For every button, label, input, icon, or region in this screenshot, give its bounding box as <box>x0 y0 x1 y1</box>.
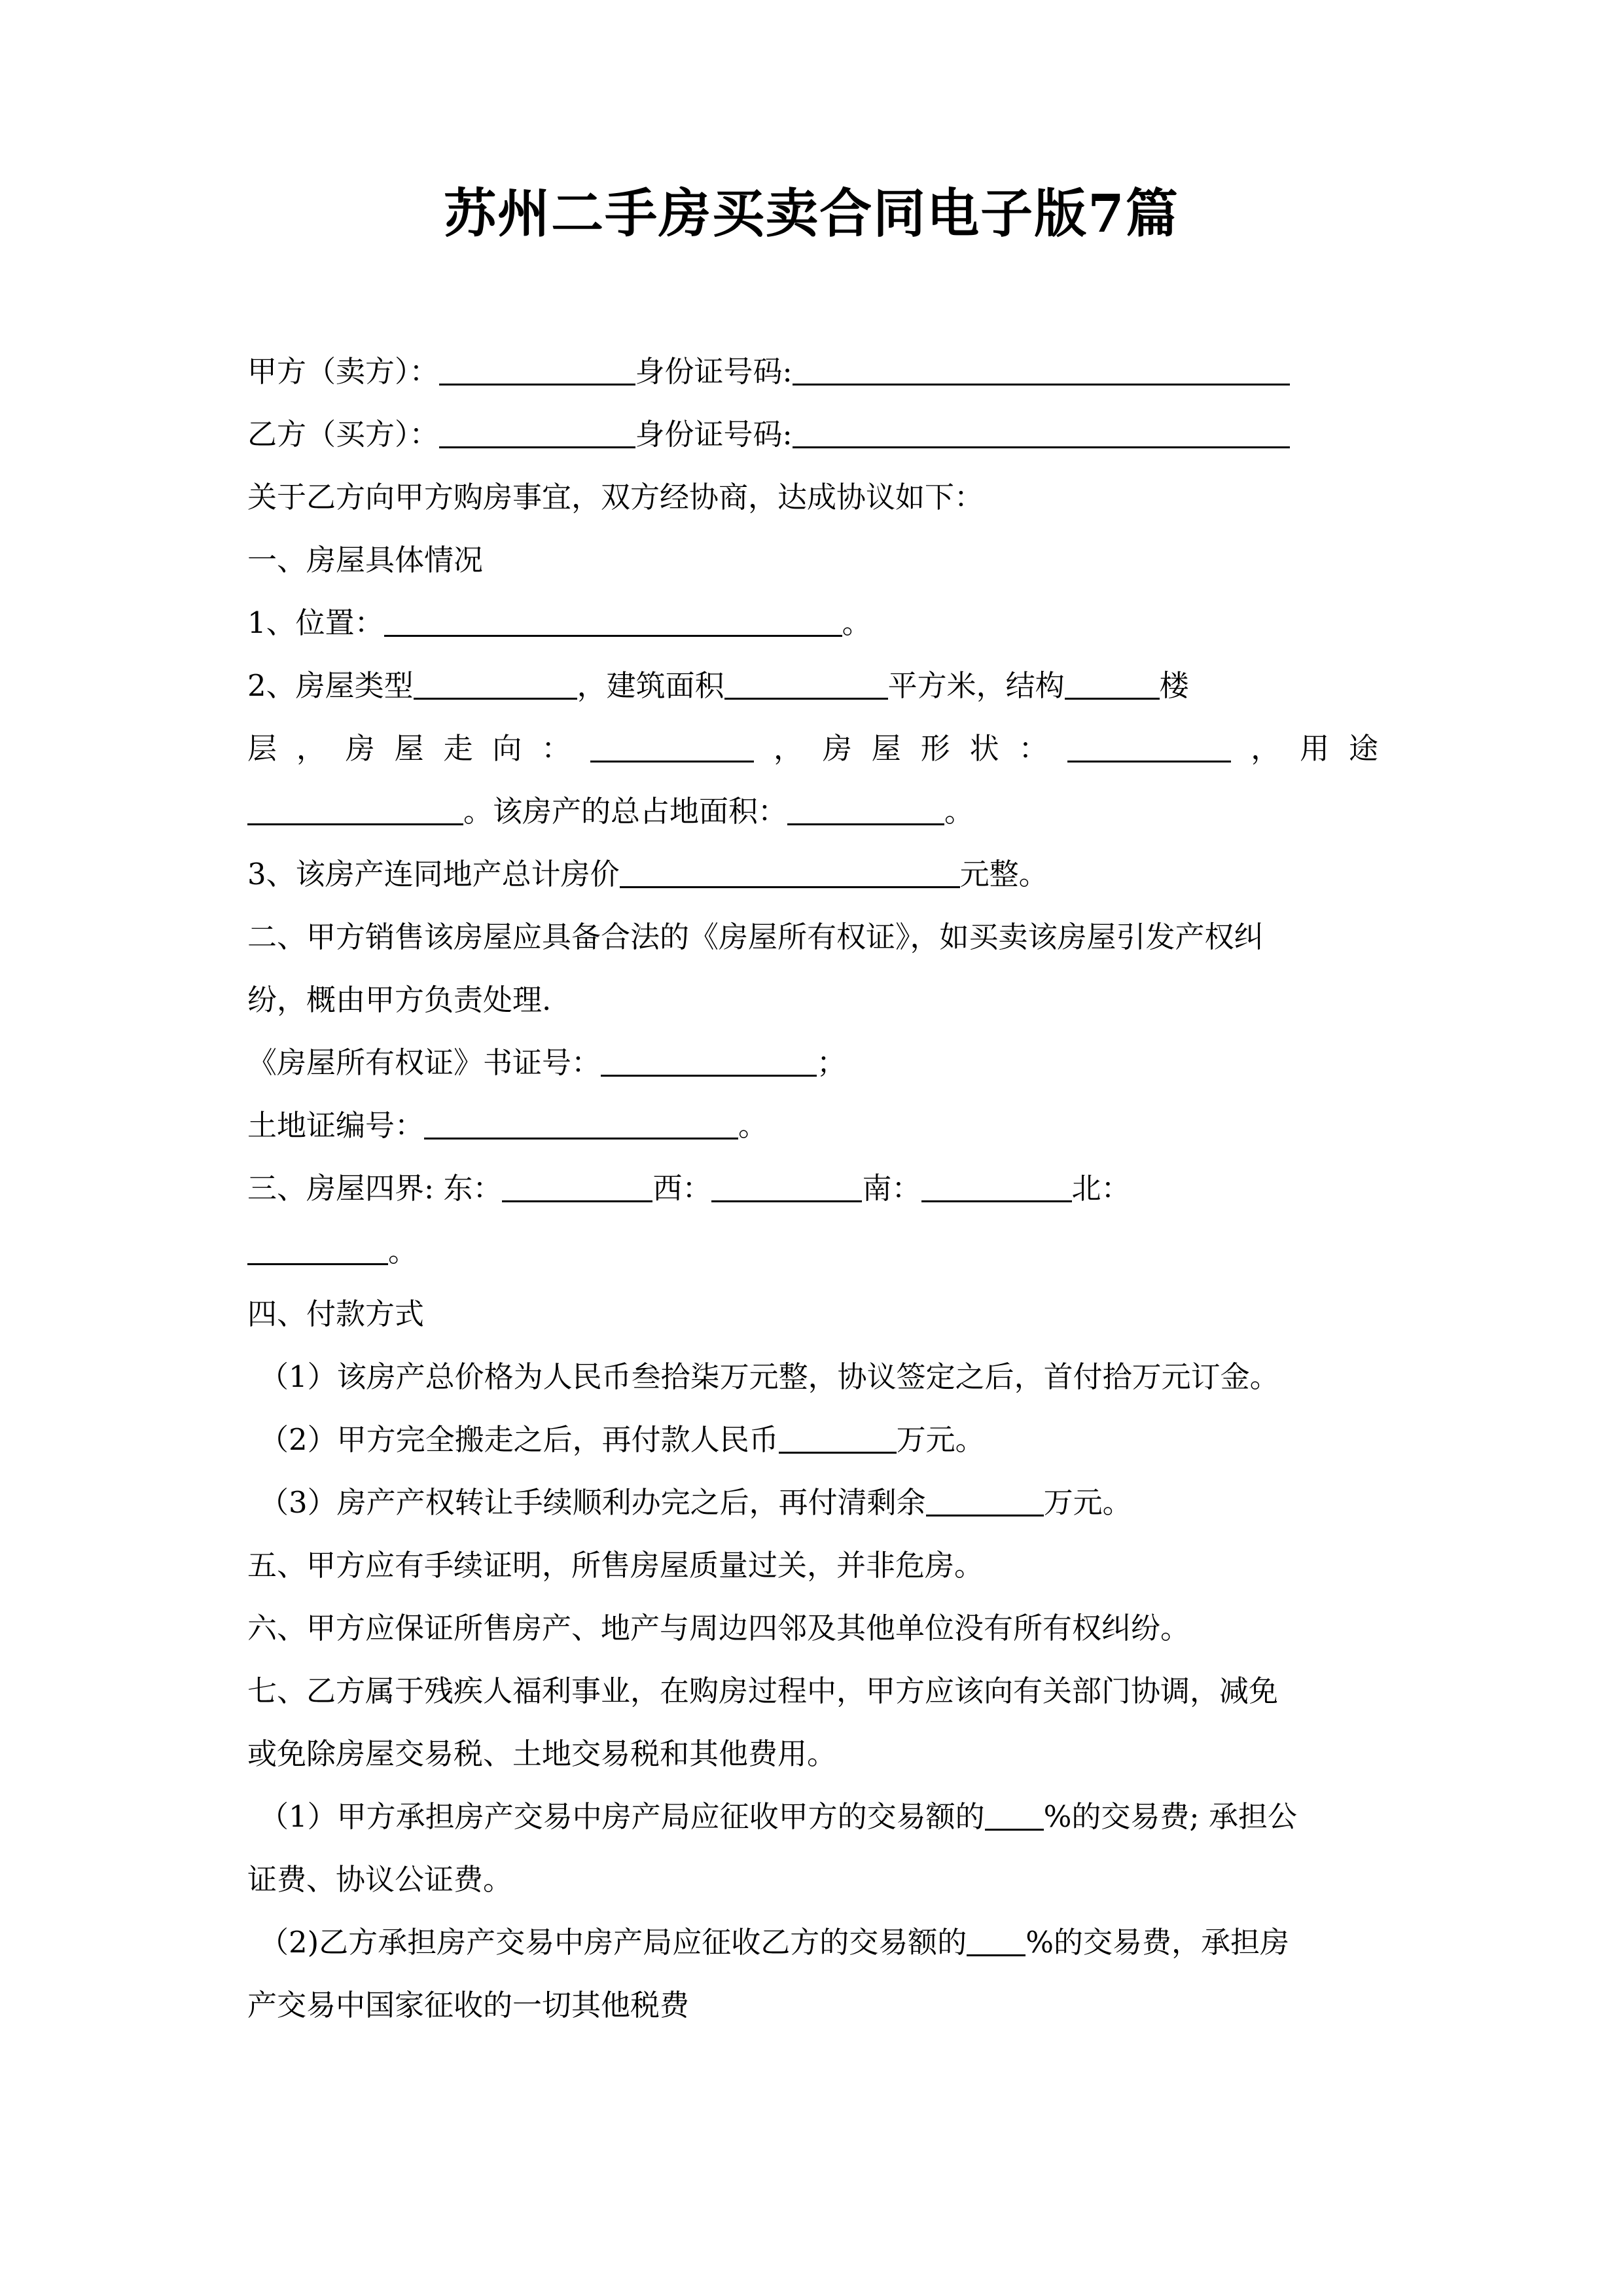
item-location-label: 1、位置： <box>247 605 384 640</box>
land-cert-blank[interactable] <box>424 1110 738 1139</box>
orientation-blank[interactable] <box>590 733 754 762</box>
section-three-line-1 <box>247 1157 1378 1220</box>
ownership-cert-end: ； <box>817 1045 847 1080</box>
item-housetype-line <box>247 655 1378 717</box>
floor-label: 楼 <box>1159 668 1189 703</box>
party-a-id-label: 身份证号码: <box>635 354 793 389</box>
boundary-south-label: 南： <box>862 1171 921 1206</box>
boundary-east-blank[interactable] <box>502 1173 652 1202</box>
item-location-end: 。 <box>842 605 872 640</box>
section-two-line-2: 纷，概由甲方负责处理. <box>247 982 552 1017</box>
intro-line: 关于乙方向甲方购房事宜，双方经协商，达成协议如下： <box>247 480 984 514</box>
payment-2-end: 万元。 <box>896 1422 985 1457</box>
party-a-line <box>247 340 1378 403</box>
section-three-line-2 <box>247 1220 1378 1283</box>
location-blank[interactable] <box>384 607 842 637</box>
party-b-id-blank[interactable] <box>793 419 1290 448</box>
land-area-label: 。该房产的总占地面积： <box>463 794 788 829</box>
structure-label: 平方米，结构 <box>887 668 1065 703</box>
party-b-line <box>247 403 1378 466</box>
total-price-label: 3、该房产连同地产总计房价 <box>247 857 620 891</box>
party-b-label: 乙方（买方）： <box>247 417 439 452</box>
fee-item-1-line-1 <box>247 1785 1378 1848</box>
fee-item-1-line-2: 证费、协议公证费。 <box>247 1862 513 1897</box>
total-price-blank[interactable] <box>620 859 960 888</box>
usage-blank[interactable] <box>247 796 463 825</box>
section-seven-line-1: 七、乙方属于残疾人福利事业，在购房过程中，甲方应该向有关部门协调，减免 <box>247 1674 1279 1708</box>
fee-1-percent-blank[interactable] <box>985 1801 1044 1831</box>
party-a-label: 甲方（卖方）： <box>247 354 439 389</box>
fee-2-label: （2)乙方承担房产交易中房产局应征收乙方的交易额的 <box>259 1925 967 1960</box>
land-cert-label: 土地证编号： <box>247 1108 425 1143</box>
fee-item-2-line-1 <box>247 1911 1378 1974</box>
item-totalprice-line <box>247 843 1378 906</box>
house-type-label: 2、房屋类型 <box>247 668 414 703</box>
payment-item-1: （1）该房产总价格为人民币叁拾柒万元整，协议签定之后，首付拾万元订金。 <box>259 1359 1279 1394</box>
boundary-east-label: 三、房屋四界: 东： <box>247 1171 503 1206</box>
usage-label: ，用途 <box>1231 731 1378 766</box>
land-area-end: 。 <box>944 794 974 829</box>
payment-item-2 <box>247 1408 1378 1471</box>
boundary-north-label: 北： <box>1071 1171 1131 1206</box>
boundary-west-label: 西： <box>652 1171 712 1206</box>
page-title: 苏州二手房买卖合同电子版7篇 <box>444 183 1179 244</box>
building-area-label: ，建筑面积 <box>577 668 724 703</box>
boundary-north-blank[interactable] <box>247 1236 388 1265</box>
ownership-cert-line <box>247 1031 1378 1094</box>
section-five-line: 五、甲方应有手续证明，所售房屋质量过关，并非危房。 <box>247 1548 984 1583</box>
land-cert-line <box>247 1094 1378 1157</box>
ownership-cert-blank[interactable] <box>601 1047 817 1077</box>
ownership-cert-label: 《房屋所有权证》书证号： <box>247 1045 601 1080</box>
party-b-id-label: 身份证号码: <box>635 417 793 452</box>
orientation-label: 层，房屋走向： <box>247 731 591 766</box>
party-a-id-blank[interactable] <box>793 356 1290 386</box>
payment-item-3 <box>247 1471 1378 1534</box>
building-area-blank[interactable] <box>724 670 888 700</box>
total-price-end: 元整。 <box>959 857 1048 891</box>
payment-2-label: （2）甲方完全搬走之后，再付款人民币 <box>259 1422 779 1457</box>
section-seven-line-2: 或免除房屋交易税、土地交易税和其他费用。 <box>247 1736 837 1771</box>
section-two-line-1: 二、甲方销售该房屋应具备合法的《房屋所有权证》，如买卖该房屋引发产权纠 <box>247 920 1264 954</box>
boundary-end: 。 <box>388 1234 418 1268</box>
payment-3-label: （3）房产产权转让手续顺利办完之后，再付清剩余 <box>259 1485 926 1520</box>
boundary-south-blank[interactable] <box>921 1173 1072 1202</box>
payment-2-blank[interactable] <box>779 1424 897 1454</box>
fee-1-suffix: %的交易费; 承担公 <box>1043 1799 1297 1834</box>
section-one-heading: 一、房屋具体情况 <box>247 543 484 577</box>
structure-blank[interactable] <box>1065 670 1160 700</box>
payment-3-end: 万元。 <box>1043 1485 1132 1520</box>
land-area-blank[interactable] <box>787 796 944 825</box>
document-body <box>247 340 1378 2037</box>
item-orientation-line <box>247 717 1378 780</box>
fee-item-2-line-2: 产交易中国家征收的一切其他税费 <box>247 1988 690 2022</box>
section-four-heading: 四、付款方式 <box>247 1297 425 1331</box>
party-a-name-blank[interactable] <box>439 356 635 386</box>
party-b-name-blank[interactable] <box>439 419 635 448</box>
boundary-west-blank[interactable] <box>711 1173 862 1202</box>
land-cert-end: 。 <box>738 1108 768 1143</box>
shape-label: ，房屋形状： <box>754 731 1068 766</box>
payment-3-blank[interactable] <box>926 1487 1044 1516</box>
fee-2-percent-blank[interactable] <box>967 1927 1026 1956</box>
shape-blank[interactable] <box>1067 733 1231 762</box>
house-type-blank[interactable] <box>414 670 577 700</box>
item-location-line <box>247 592 1378 655</box>
fee-1-label: （1）甲方承担房产交易中房产局应征收甲方的交易额的 <box>259 1799 985 1834</box>
fee-2-suffix: %的交易费，承担房 <box>1026 1925 1289 1960</box>
section-six-line: 六、甲方应保证所售房产、地产与周边四邻及其他单位没有所有权纠纷。 <box>247 1611 1190 1645</box>
item-landarea-line <box>247 780 1378 843</box>
